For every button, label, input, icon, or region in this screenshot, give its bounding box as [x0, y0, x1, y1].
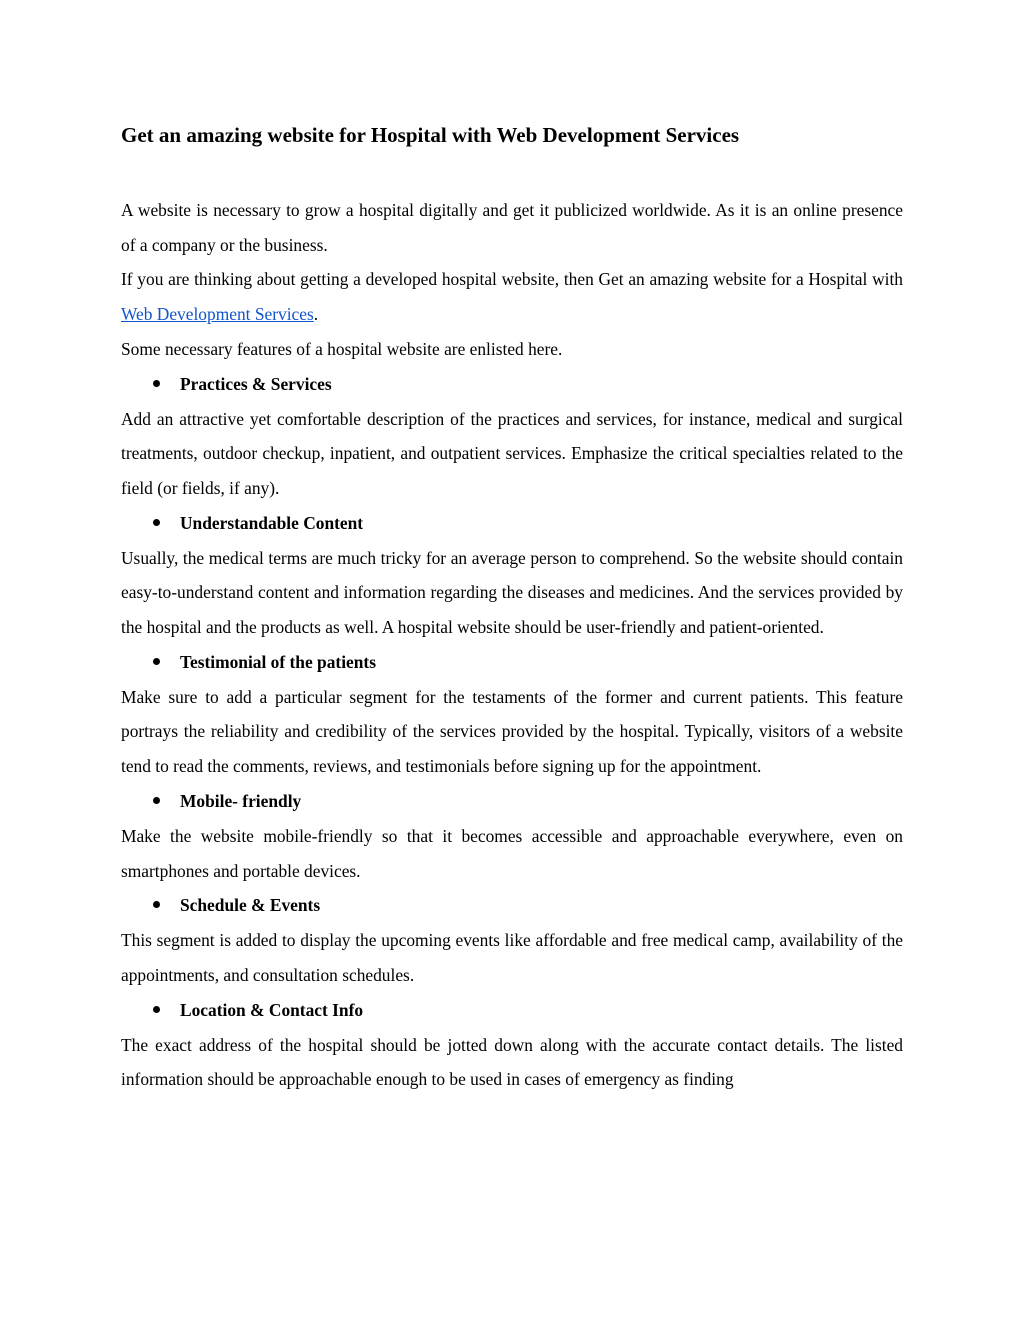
- section-heading-label: Testimonial of the patients: [180, 651, 376, 672]
- intro-link-paragraph: [121, 262, 903, 331]
- section-body-content: Usually, the medical terms are much tricky for an average person to comprehend. So the website should contain easy-to-understand content and information regarding the diseases and medicines. And the services provided by the hospital and the products as well. A hospital website should be user-friendly and patient-oriented.: [121, 547, 903, 638]
- intro-link-text-before: If you are thinking about getting a developed hospital website, then Get an amazing website for a Hospital with: [121, 269, 903, 290]
- section-body-location: The exact address of the hospital should be jotted down along with the accurate contact details. The listed information should be approachable enough to be used in cases of emergency as finding: [121, 1034, 903, 1090]
- section-body-mobile: Make the website mobile-friendly so that it becomes accessible and approachable everywhere, even on smartphones and portable devices.: [121, 825, 903, 881]
- section-body-schedule: This segment is added to display the upcoming events like affordable and free medical camp, availability of the appointments, and consultation schedules.: [121, 930, 903, 985]
- bullet-icon: [153, 380, 160, 387]
- section-body-practices: Add an attractive yet comfortable description of the practices and services, for instance, medical and surgical treatments, outdoor checkup, inpatient, and outpatient services. Emphasize the critical specialties related to the field (or fields, if any).: [121, 408, 903, 498]
- section-heading-mobile: [121, 784, 903, 819]
- bullet-icon: [153, 519, 160, 526]
- web-development-services-link[interactable]: Web Development Services: [121, 304, 314, 325]
- section-heading-testimonial: [121, 645, 903, 680]
- section-heading-label: Schedule & Events: [180, 895, 321, 916]
- bullet-icon: [153, 797, 160, 804]
- section-heading-label: Understandable Content: [180, 512, 364, 533]
- features-intro: Some necessary features of a hospital website are enlisted here.: [121, 338, 563, 359]
- section-heading-practices: [121, 367, 903, 402]
- document-page: [121, 118, 903, 1097]
- intro-paragraph: A website is necessary to grow a hospital digitally and get it publicized worldwide. As it is an online presence of a company or the business.: [121, 200, 903, 255]
- section-heading-schedule: [121, 888, 903, 923]
- bullet-icon: [153, 658, 160, 665]
- bullet-icon: [153, 1006, 160, 1013]
- document-title: Get an amazing website for Hospital with Web Development Services: [121, 123, 740, 147]
- section-body-testimonial: Make sure to add a particular segment for the testaments of the former and current patients. This feature portrays the reliability and credibility of the services provided by the hospital. Typically, visitors of a website tend to read the comments, reviews, and testimonials before signing up for the appointment.: [121, 686, 903, 777]
- section-heading-label: Mobile- friendly: [180, 790, 302, 811]
- intro-link-text-after: .: [313, 304, 319, 325]
- section-heading-content: [121, 506, 903, 541]
- bullet-icon: [153, 901, 160, 908]
- section-heading-location: [121, 993, 903, 1028]
- section-heading-label: Location & Contact Info: [180, 999, 364, 1020]
- section-heading-label: Practices & Services: [180, 373, 332, 394]
